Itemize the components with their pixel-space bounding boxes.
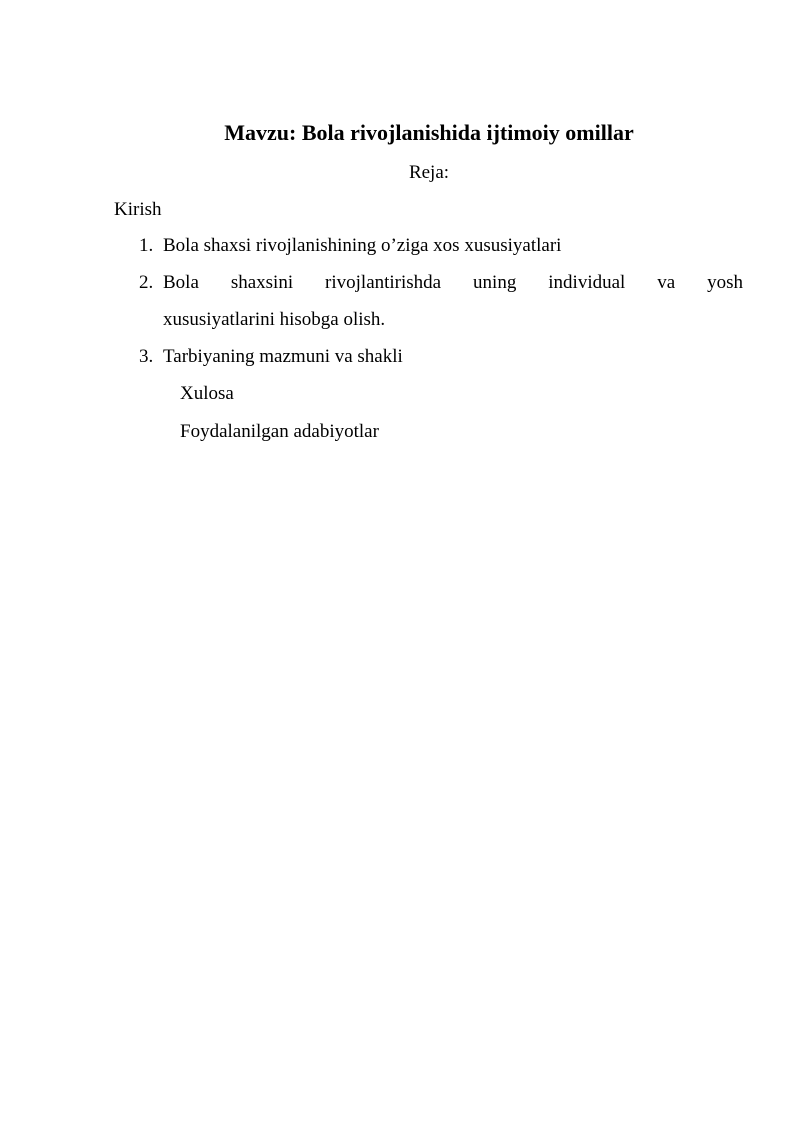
document-title: Mavzu: Bola rivojlanishida ijtimoiy omillar <box>224 120 634 145</box>
list-item-text: Tarbiyaning mazmuni va shakli <box>163 346 403 367</box>
list-item-number: 3. <box>139 346 154 367</box>
plan-heading: Reja: <box>408 162 450 183</box>
conclusion-line: Xulosa <box>180 383 234 404</box>
intro-line: Kirish <box>114 199 162 220</box>
list-item-number: 2. <box>139 272 154 293</box>
references-line: Foydalanilgan adabiyotlar <box>180 421 379 442</box>
list-item-text: Bola shaxsi rivojlanishining o’ziga xos xususiyatlari <box>163 235 562 256</box>
list-item-text-continuation: xususiyatlarini hisobga olish. <box>163 309 386 330</box>
list-item-number: 1. <box>139 235 154 256</box>
list-item-text: Bola shaxsini rivojlantirishda uning individual va yosh <box>163 272 743 293</box>
